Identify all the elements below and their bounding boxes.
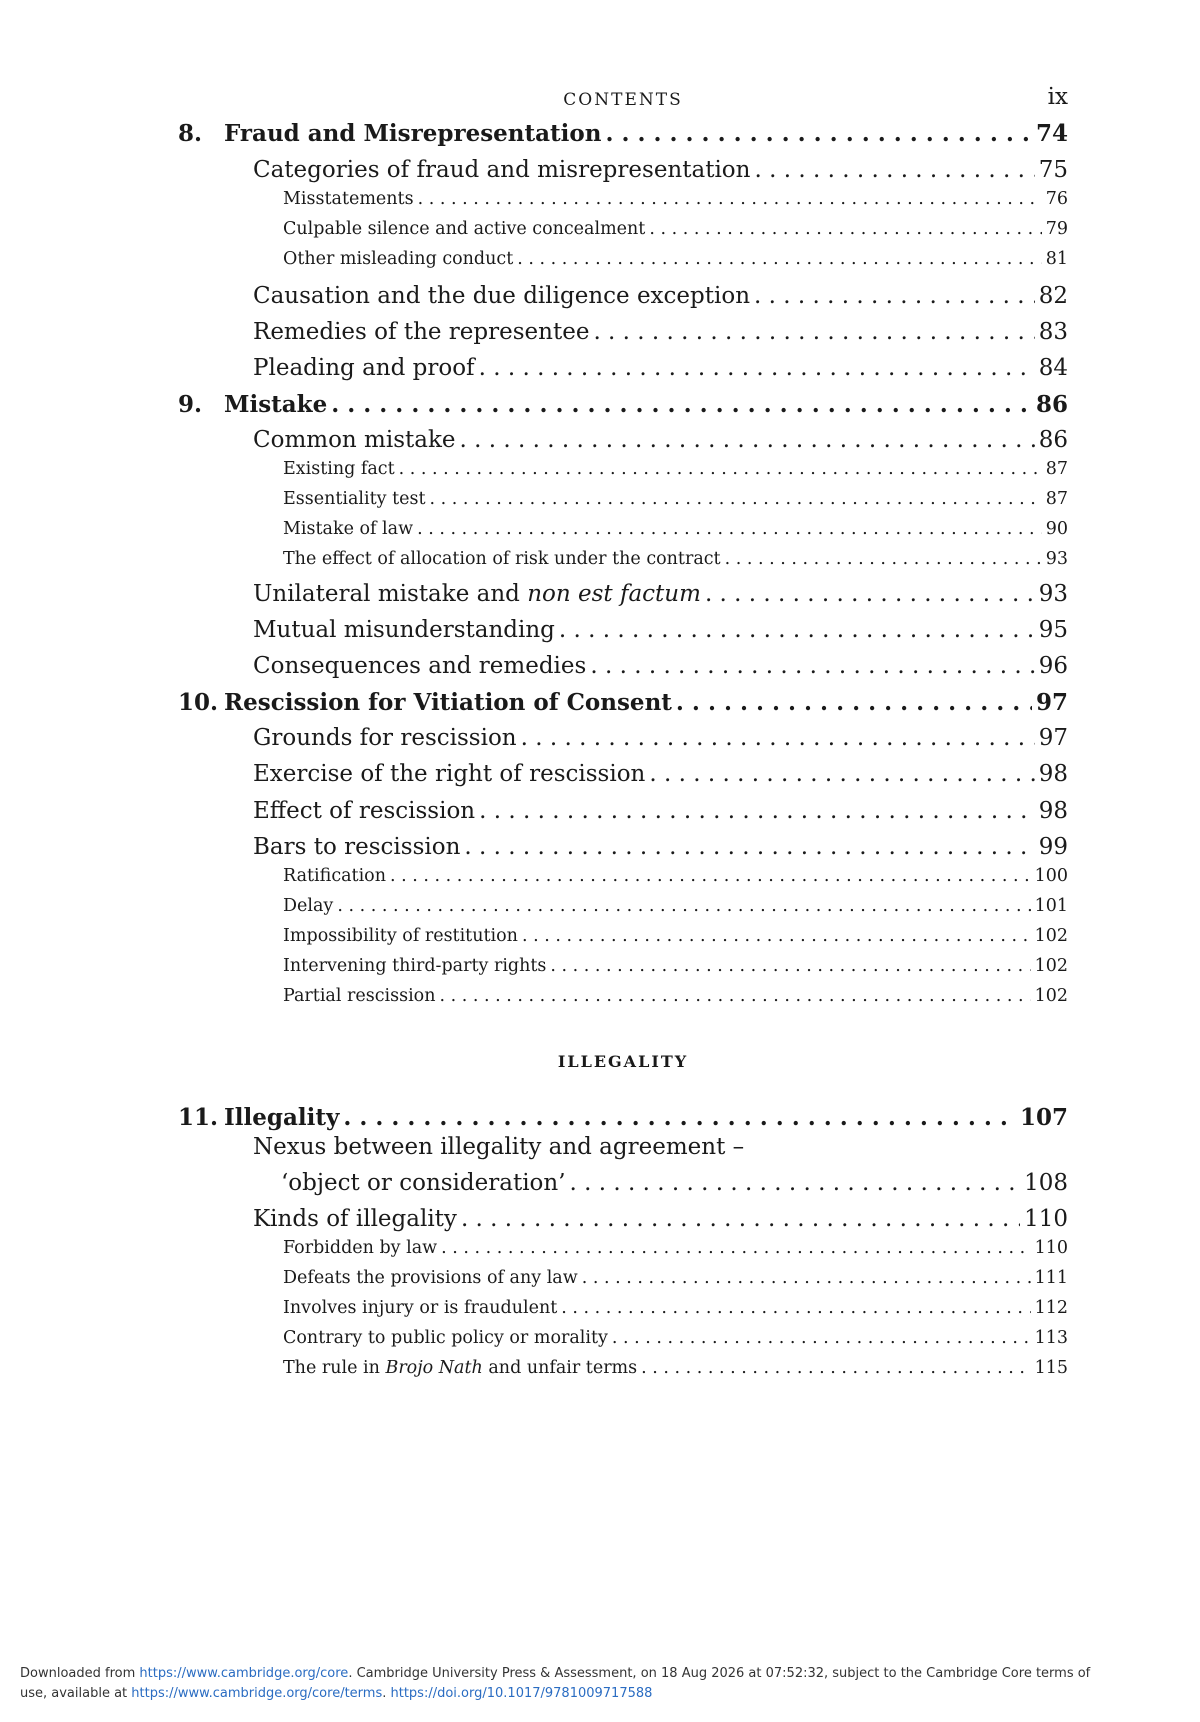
- cambridge-core-link[interactable]: https://www.cambridge.org/core: [139, 1666, 349, 1681]
- dot-leader: [561, 1298, 1030, 1318]
- toc-entry-level-3[interactable]: [178, 249, 1068, 269]
- title-text: Unilateral mistake and: [253, 581, 528, 607]
- toc-page-number: 90: [1045, 519, 1068, 539]
- dot-leader: [649, 219, 1041, 239]
- toc-page-number: 110: [1034, 1238, 1068, 1258]
- dot-leader: [464, 834, 1034, 860]
- toc-entry-level-3[interactable]: [178, 1238, 1068, 1258]
- toc-page-number: 97: [1038, 725, 1068, 751]
- toc-entry-title: [283, 1268, 578, 1288]
- toc-page-number: 82: [1038, 283, 1068, 309]
- dot-leader: [460, 427, 1035, 453]
- toc-page-number: 107: [1019, 1104, 1068, 1131]
- dot-leader: [461, 1206, 1020, 1232]
- toc-entry-level-3[interactable]: [178, 549, 1068, 569]
- title-text: Exercise of the right of rescission: [253, 761, 646, 787]
- toc-entry-level-3[interactable]: [178, 986, 1068, 1006]
- toc-entry-level-1[interactable]: [178, 1104, 1068, 1131]
- toc-entry-level-2[interactable]: [178, 1170, 1068, 1196]
- title-text: Forbidden by law: [283, 1238, 438, 1258]
- toc-entry-title: [283, 459, 395, 479]
- toc-entry-title: [224, 120, 601, 147]
- toc-entry-title: [283, 1328, 608, 1348]
- toc-entry-title: [283, 489, 426, 509]
- title-text: Grounds for rescission: [253, 725, 517, 751]
- toc-entry-title: [283, 896, 333, 916]
- toc-entry-level-3[interactable]: [178, 956, 1068, 976]
- dot-leader: [522, 926, 1031, 946]
- toc-entry-title: [283, 549, 721, 569]
- toc-page-number: 99: [1038, 834, 1068, 860]
- toc-page-number: 115: [1034, 1358, 1068, 1378]
- toc-entry-level-2[interactable]: [178, 834, 1068, 860]
- toc-entry-title: Nexus between illegality and agreement –: [253, 1134, 745, 1160]
- toc-entry-level-3[interactable]: [178, 1328, 1068, 1348]
- toc-page-number: 102: [1034, 926, 1068, 946]
- toc-page-number: 102: [1034, 986, 1068, 1006]
- toc-entry-level-2[interactable]: [178, 319, 1068, 345]
- download-footer: [20, 1664, 1180, 1704]
- toc-entry-title: [283, 1238, 437, 1258]
- toc-entry-title: [253, 427, 456, 453]
- toc-entry-title: [253, 157, 750, 183]
- toc-page-number: 81: [1045, 249, 1068, 269]
- toc-entry-level-2[interactable]: [178, 653, 1068, 679]
- toc-page-number: 111: [1034, 1268, 1068, 1288]
- chapter-number: 9.: [178, 391, 203, 418]
- title-text: Mistake: [224, 391, 328, 418]
- toc-entry-title: [224, 689, 672, 716]
- title-text: The effect of allocation of risk under the contract: [283, 549, 721, 569]
- dot-leader: [441, 1238, 1030, 1258]
- section-heading: ILLEGALITY: [557, 1052, 689, 1071]
- dot-leader: [331, 391, 1032, 418]
- toc-entry-level-3[interactable]: [178, 1358, 1068, 1378]
- toc-entry-title: [253, 834, 460, 860]
- dot-leader: [676, 689, 1032, 716]
- toc-entry-title: [283, 1358, 637, 1378]
- toc-entry-level-2[interactable]: [178, 798, 1068, 824]
- dot-leader: [337, 896, 1030, 916]
- dot-leader: [582, 1268, 1031, 1288]
- footer-line-2: use, available at https://www.cambridge.org/core/terms. https://doi.org/10.1017/9781009717588: [20, 1686, 653, 1701]
- dot-leader: [417, 519, 1042, 539]
- toc-entry-level-3[interactable]: [178, 489, 1068, 509]
- toc-entry-title: [253, 1206, 457, 1232]
- toc-entry-title: [253, 725, 517, 751]
- chapter-number: 11.: [178, 1104, 219, 1131]
- toc-entry-level-3[interactable]: [178, 189, 1068, 209]
- toc-page-number: 100: [1034, 866, 1068, 886]
- running-head: [178, 86, 1068, 116]
- dot-leader: [612, 1328, 1031, 1348]
- title-text: Bars to rescission: [253, 834, 461, 860]
- toc-entry-title: [283, 219, 645, 239]
- title-text: Categories of fraud and misrepresentation: [253, 157, 751, 183]
- toc-entry-title-continued: ‘object or consideration’: [281, 1170, 566, 1196]
- title-text: Ratification: [283, 866, 386, 886]
- toc-entry-title: [253, 761, 645, 787]
- toc-entry-title: [253, 283, 750, 309]
- toc-entry-level-2[interactable]: [178, 581, 1068, 607]
- toc-entry-title: [283, 519, 413, 539]
- dot-leader: [705, 581, 1035, 607]
- toc-entry-title: [253, 319, 589, 345]
- toc-page-number: 86: [1038, 427, 1068, 453]
- toc-page-number: 86: [1035, 391, 1068, 418]
- dot-leader: [649, 761, 1034, 787]
- toc-page-number: 112: [1034, 1298, 1068, 1318]
- toc-page-number: 97: [1035, 689, 1068, 716]
- doi-link[interactable]: https://doi.org/10.1017/9781009717588: [390, 1686, 653, 1701]
- dot-leader: [430, 489, 1042, 509]
- toc-entry-level-3[interactable]: [178, 866, 1068, 886]
- dot-leader: [605, 120, 1032, 147]
- dot-leader: [439, 986, 1030, 1006]
- toc-page-number: 113: [1034, 1328, 1068, 1348]
- title-italic: Brojo Nath: [385, 1358, 483, 1378]
- title-text: The rule in: [283, 1358, 386, 1378]
- toc-page-number: 87: [1045, 489, 1068, 509]
- toc-entry-title: [253, 653, 586, 679]
- toc-entry-title: [253, 581, 701, 607]
- toc-entry-level-2[interactable]: [178, 427, 1068, 453]
- toc-entry-level-2[interactable]: [178, 157, 1068, 183]
- title-text: Common mistake: [253, 427, 456, 453]
- toc-entry-level-3[interactable]: [178, 896, 1068, 916]
- toc-entry-level-3[interactable]: [178, 926, 1068, 946]
- title-text-after: and unfair terms: [482, 1358, 638, 1378]
- toc-page-number: 93: [1045, 549, 1068, 569]
- toc-page-number: 76: [1045, 189, 1068, 209]
- toc-entry-level-3[interactable]: [178, 459, 1068, 479]
- toc-entry-level-3[interactable]: [178, 219, 1068, 239]
- toc-entry-title: [283, 1298, 557, 1318]
- title-text: Fraud and Misrepresentation: [224, 120, 602, 147]
- toc-entry-title: [224, 391, 327, 418]
- dot-leader: [517, 249, 1041, 269]
- toc-entry-level-1[interactable]: [178, 689, 1068, 716]
- page-number: ix: [1047, 84, 1068, 110]
- chapter-number: 8.: [178, 120, 203, 147]
- toc-page-number: 98: [1038, 761, 1068, 787]
- toc-page-number: 108: [1024, 1170, 1068, 1196]
- title-text: Impossibility of restitution: [283, 926, 518, 946]
- title-text: Illegality: [224, 1104, 340, 1131]
- chapter-number: 10.: [178, 689, 219, 716]
- toc-entry-level-1[interactable]: [178, 120, 1068, 147]
- toc-page-number: 79: [1045, 219, 1068, 239]
- footer-line-1: Downloaded from https://www.cambridge.org/core. Cambridge University Press & Assessment, on 18 Aug 2026 at 07:52:32, subject to the Cambridge Core terms of: [20, 1666, 1091, 1681]
- toc-entry-title: [253, 798, 475, 824]
- toc-page-number: 87: [1045, 459, 1068, 479]
- dot-leader: [479, 798, 1035, 824]
- dot-leader: [641, 1358, 1030, 1378]
- title-text: Mutual misunderstanding: [253, 617, 555, 643]
- title-text: Other misleading conduct: [283, 249, 514, 269]
- title-text: Essentiality test: [283, 489, 426, 509]
- toc-entry-level-2[interactable]: [178, 725, 1068, 751]
- toc-page-number: 93: [1038, 581, 1068, 607]
- toc-entry-level-3[interactable]: [178, 519, 1068, 539]
- toc-entry-level-3[interactable]: [178, 1268, 1068, 1288]
- toc-page-number: 98: [1038, 798, 1068, 824]
- title-text: Culpable silence and active concealment: [283, 219, 646, 239]
- title-text: Kinds of illegality: [253, 1206, 457, 1232]
- toc-entry-title: [283, 956, 546, 976]
- dot-leader: [479, 355, 1035, 381]
- title-text: Effect of rescission: [253, 798, 476, 824]
- toc-page-number: 75: [1038, 157, 1068, 183]
- toc-page-number: 102: [1034, 956, 1068, 976]
- title-text: Pleading and proof: [253, 355, 475, 381]
- toc-page-number: 101: [1034, 896, 1068, 916]
- dot-leader: [754, 157, 1034, 183]
- title-text: Rescission for Vitiation of Consent: [224, 689, 672, 716]
- title-text: Remedies of the representee: [253, 319, 590, 345]
- toc-entry-title: [283, 986, 435, 1006]
- title-text: Existing fact: [283, 459, 395, 479]
- cambridge-terms-link[interactable]: https://www.cambridge.org/core/terms: [131, 1686, 383, 1701]
- dot-leader: [521, 725, 1035, 751]
- dot-leader: [754, 283, 1035, 309]
- toc-entry-level-2[interactable]: [178, 761, 1068, 787]
- dot-leader: [343, 1104, 1016, 1131]
- toc-entry-level-2[interactable]: [178, 1206, 1068, 1232]
- toc-entry-title: [253, 617, 555, 643]
- toc-entry-title: [224, 1104, 339, 1131]
- title-text: Partial rescission: [283, 986, 436, 1006]
- title-text: Causation and the due diligence exception: [253, 283, 751, 309]
- toc-entry-title: [283, 249, 513, 269]
- title-text: Mistake of law: [283, 519, 414, 539]
- title-text: Contrary to public policy or morality: [283, 1328, 608, 1348]
- toc-entry-title: [253, 355, 475, 381]
- toc-entry-level-3[interactable]: [178, 1298, 1068, 1318]
- running-title: CONTENTS: [563, 90, 683, 110]
- dot-leader: [725, 549, 1042, 569]
- dot-leader: [390, 866, 1031, 886]
- toc-entry-level-2[interactable]: [178, 617, 1068, 643]
- dot-leader: [399, 459, 1042, 479]
- title-text: Delay: [283, 896, 334, 916]
- toc-page-number: 74: [1035, 120, 1068, 147]
- title-text: Misstatements: [283, 189, 414, 209]
- dot-leader: [570, 1170, 1021, 1196]
- dot-leader: [550, 956, 1030, 976]
- dot-leader: [418, 189, 1042, 209]
- dot-leader: [559, 617, 1035, 643]
- toc-entry-level-1[interactable]: [178, 391, 1068, 418]
- toc-entry-title: [283, 926, 518, 946]
- toc-entry-level-2[interactable]: [178, 283, 1068, 309]
- toc-page-number: 84: [1038, 355, 1068, 381]
- toc-entry-title: [283, 189, 414, 209]
- dot-leader: [593, 319, 1034, 345]
- title-italic: non est factum: [527, 581, 701, 607]
- title-text: Intervening third-party rights: [283, 956, 547, 976]
- dot-leader: [590, 653, 1034, 679]
- title-text: Defeats the provisions of any law: [283, 1268, 578, 1288]
- toc-entry-title: [283, 866, 386, 886]
- toc-page-number: 110: [1024, 1206, 1068, 1232]
- toc-page-number: 95: [1038, 617, 1068, 643]
- toc-entry-level-2[interactable]: [178, 355, 1068, 381]
- toc-page-number: 83: [1038, 319, 1068, 345]
- toc-page-number: 96: [1038, 653, 1068, 679]
- title-text: Involves injury or is fraudulent: [283, 1298, 558, 1318]
- title-text: Consequences and remedies: [253, 653, 587, 679]
